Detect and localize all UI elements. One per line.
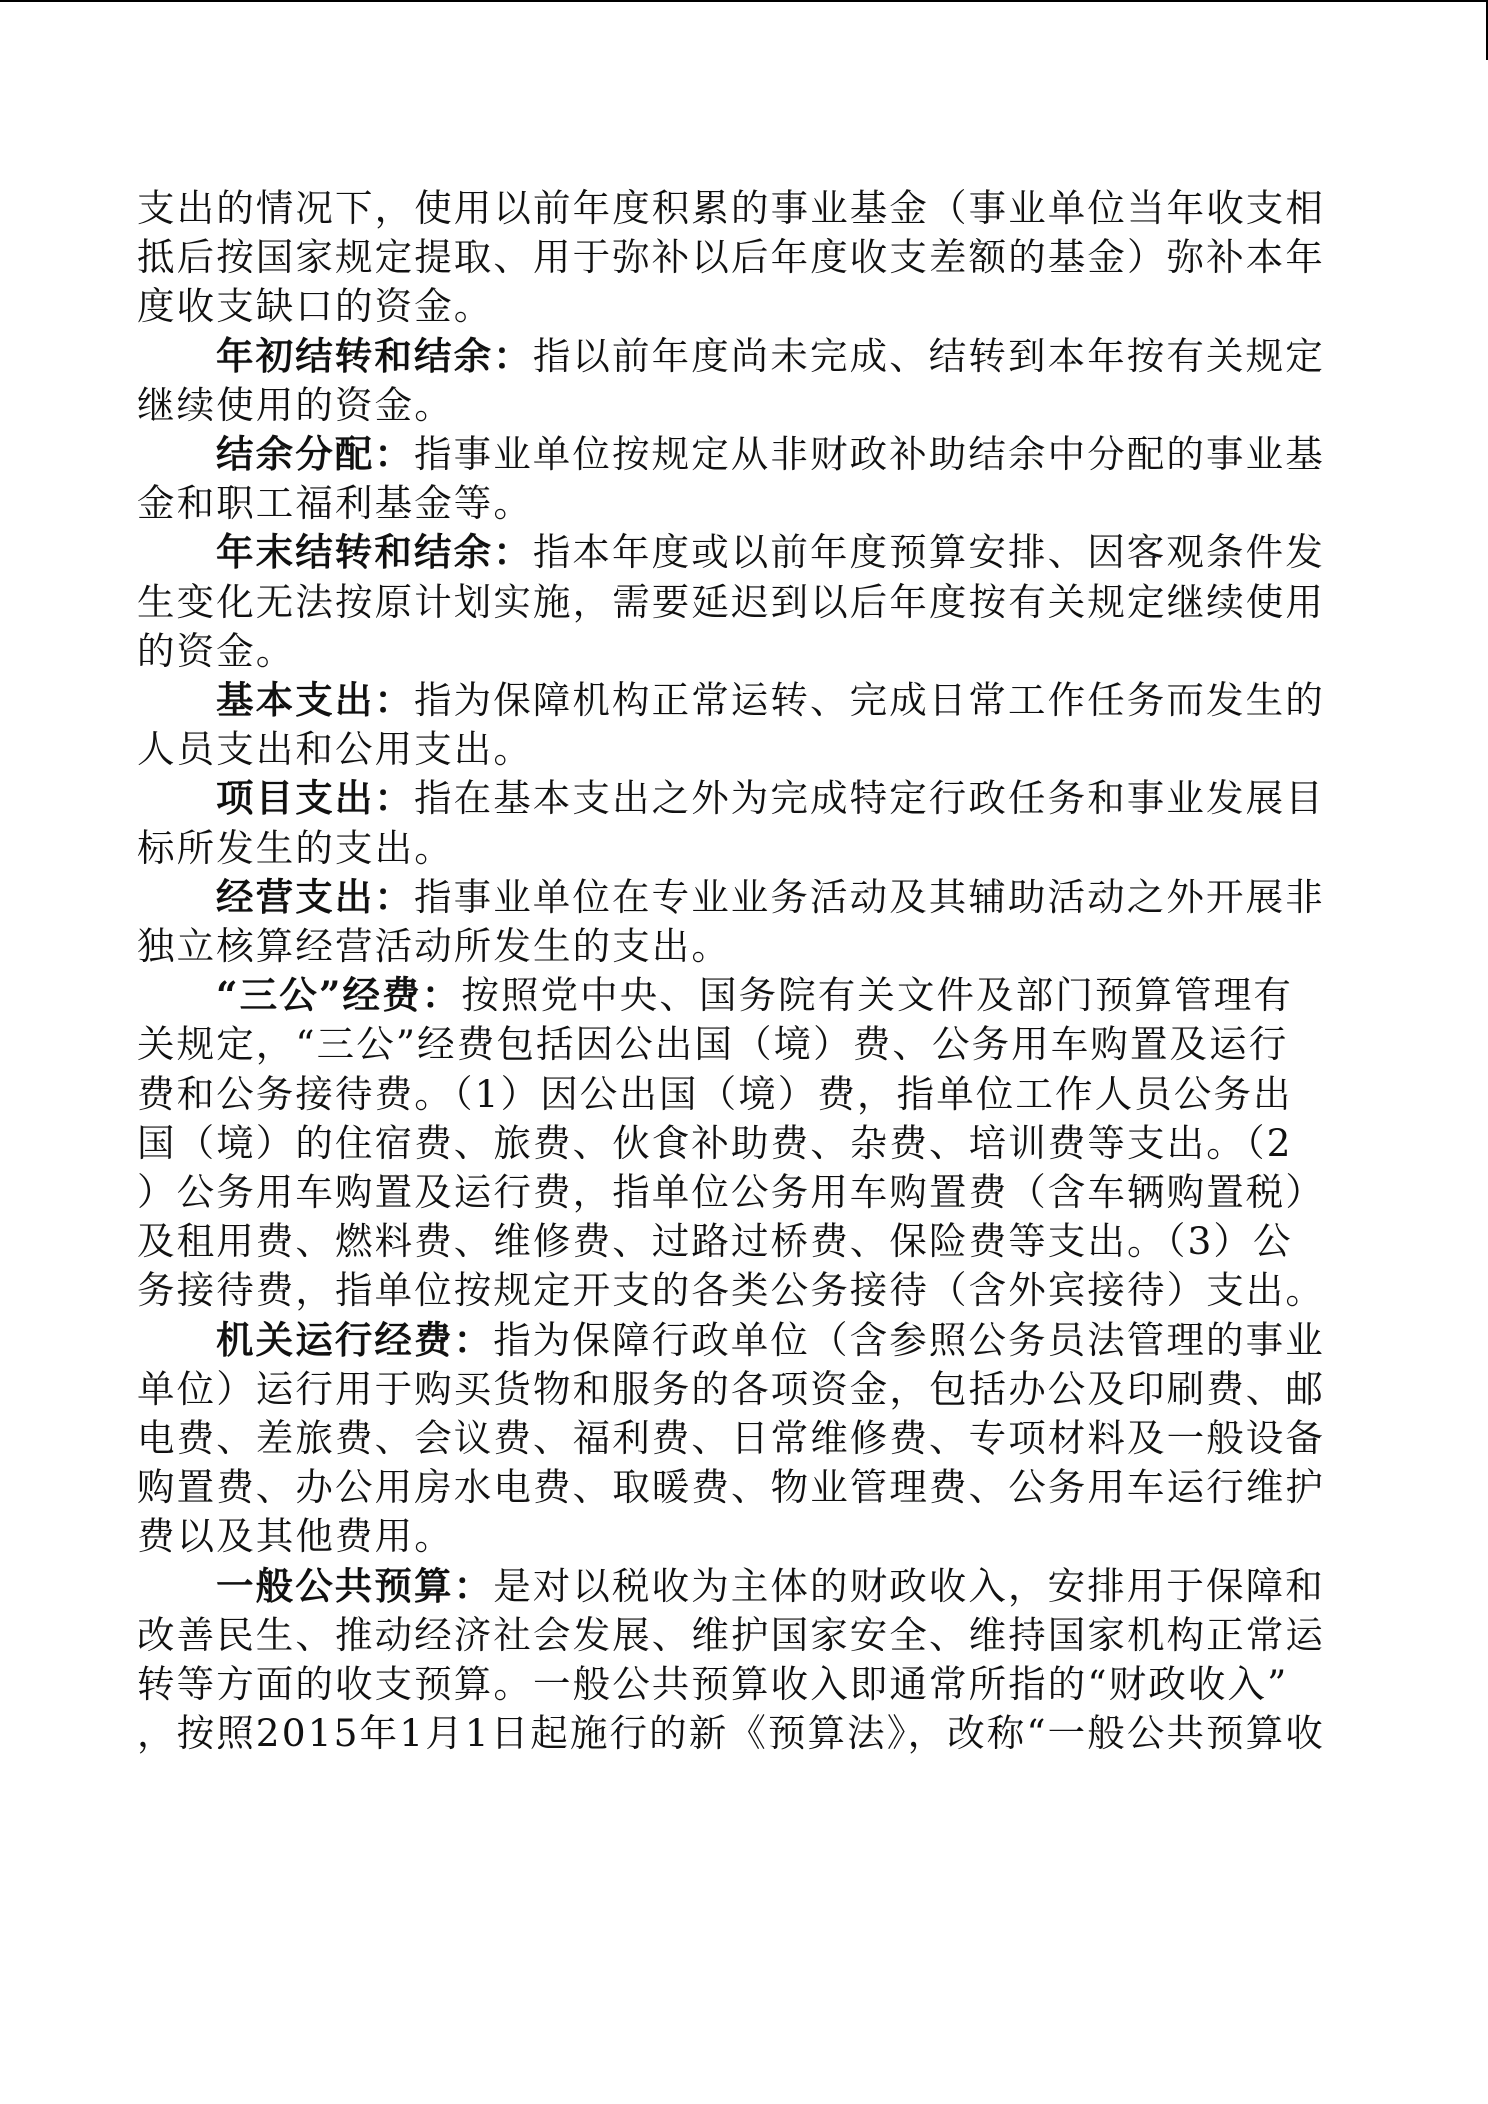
line-text: 费和公务接待费。（1）因公出国（境）费，指单位工作人员公务出 (137, 1071, 1293, 1116)
text-line (137, 381, 1337, 430)
line-text: 改善民生、推动经济社会发展、维护国家安全、维持国家机构正常运 (137, 1612, 1325, 1657)
text-line (137, 873, 1337, 922)
text-line (137, 1611, 1337, 1660)
text-line (137, 725, 1337, 774)
term-heading: 机关运行经费： (216, 1317, 494, 1362)
paragraph (137, 873, 1337, 971)
term-heading: 一般公共预算： (216, 1563, 494, 1608)
term-heading: 经营支出： (216, 874, 414, 919)
line-text: ，按照2015年1月1日起施行的新《预算法》，改称“一般公共预算收 (137, 1711, 1325, 1756)
line-text: 标所发生的支出。 (137, 825, 454, 870)
line-text: 金和职工福利基金等。 (137, 481, 533, 526)
line-text: 国（境）的住宿费、旅费、伙食补助费、杂费、培训费等支出。（2 (137, 1120, 1293, 1165)
line-text: 及租用费、燃料费、维修费、过路过桥费、保险费等支出。（3）公 (137, 1219, 1293, 1264)
line-text: 继续使用的资金。 (137, 382, 454, 427)
line-text: 单位）运行用于购买货物和服务的各项资金，包括办公及印刷费、邮 (137, 1366, 1325, 1411)
page-top-border (0, 0, 1488, 2)
term-heading: 年末结转和结余： (216, 530, 533, 575)
line-text: 务接待费，指单位按规定开支的各类公务接待（含外宾接待）支出。 (137, 1268, 1325, 1313)
line-text: 指以前年度尚未完成、结转到本年按有关规定 (532, 333, 1325, 378)
line-text: 指为保障机构正常运转、完成日常工作任务而发生的 (414, 678, 1325, 723)
line-text: 指为保障行政单位（含参照公务员法管理的事业 (493, 1317, 1325, 1362)
text-line (137, 627, 1337, 676)
paragraph (137, 332, 1337, 430)
term-heading: 项目支出： (216, 776, 414, 821)
paragraph (137, 1562, 1337, 1759)
paragraph (137, 430, 1337, 528)
text-line (137, 332, 1337, 381)
line-text: 指事业单位在专业业务活动及其辅助活动之外开展非 (414, 874, 1325, 919)
text-line (137, 971, 1337, 1020)
line-text: 转等方面的收支预算。一般公共预算收入即通常所指的“财政收入” (137, 1662, 1289, 1707)
text-line (137, 1119, 1337, 1168)
text-line (137, 578, 1337, 627)
term-heading: 基本支出： (216, 678, 414, 723)
text-line (137, 1660, 1337, 1709)
line-text: 关规定，“三公”经费包括因公出国（境）费、公务用车购置及运行 (137, 1022, 1289, 1067)
line-text: 的资金。 (137, 628, 296, 673)
document-body (137, 184, 1337, 1759)
text-line (137, 1266, 1337, 1315)
line-text: 度收支缺口的资金。 (137, 284, 494, 329)
text-line (137, 184, 1337, 233)
text-line (137, 824, 1337, 873)
line-text: 费以及其他费用。 (137, 1514, 454, 1559)
line-text: 指本年度或以前年度预算安排、因客观条件发 (532, 530, 1325, 575)
line-text: 是对以税收为主体的财政收入，安排用于保障和 (493, 1563, 1325, 1608)
text-line (137, 1365, 1337, 1414)
line-text: 独立核算经营活动所发生的支出。 (137, 924, 731, 969)
paragraph (137, 774, 1337, 872)
text-line (137, 233, 1337, 282)
text-line (137, 1562, 1337, 1611)
paragraph (137, 528, 1337, 676)
paragraph (137, 971, 1337, 1315)
text-line (137, 1709, 1337, 1758)
line-text: 生变化无法按原计划实施，需要延迟到以后年度按有关规定继续使用 (137, 579, 1325, 624)
text-line (137, 1217, 1337, 1266)
text-line (137, 676, 1337, 725)
paragraph (137, 184, 1337, 332)
text-line (137, 430, 1337, 479)
line-text: 指事业单位按规定从非财政补助结余中分配的事业基 (414, 432, 1325, 477)
term-heading: “三公”经费： (216, 973, 462, 1018)
paragraph (137, 1316, 1337, 1562)
line-text: 按照党中央、国务院有关文件及部门预算管理有 (461, 973, 1293, 1018)
paragraph (137, 676, 1337, 774)
text-line (137, 1512, 1337, 1561)
text-line (137, 922, 1337, 971)
line-text: 指在基本支出之外为完成特定行政任务和事业发展目 (414, 776, 1325, 821)
text-line (137, 1414, 1337, 1463)
line-text: 购置费、办公用房水电费、取暖费、物业管理费、公务用车运行维护 (137, 1465, 1325, 1510)
text-line (137, 282, 1337, 331)
line-text: 支出的情况下，使用以前年度积累的事业基金（事业单位当年收支相 (137, 186, 1325, 230)
text-line (137, 1168, 1337, 1217)
term-heading: 结余分配： (216, 432, 414, 477)
line-text: 抵后按国家规定提取、用于弥补以后年度收支差额的基金）弥补本年 (137, 235, 1325, 280)
text-line (137, 528, 1337, 577)
term-heading: 年初结转和结余： (216, 333, 533, 378)
text-line (137, 774, 1337, 823)
text-line (137, 1316, 1337, 1365)
line-text: ）公务用车购置及运行费，指单位公务用车购置费（含车辆购置税） (137, 1170, 1325, 1215)
line-text: 人员支出和公用支出。 (137, 727, 533, 772)
text-line (137, 1463, 1337, 1512)
text-line (137, 1070, 1337, 1119)
line-text: 电费、差旅费、会议费、福利费、日常维修费、专项材料及一般设备 (137, 1416, 1325, 1461)
text-line (137, 479, 1337, 528)
text-line (137, 1020, 1337, 1069)
